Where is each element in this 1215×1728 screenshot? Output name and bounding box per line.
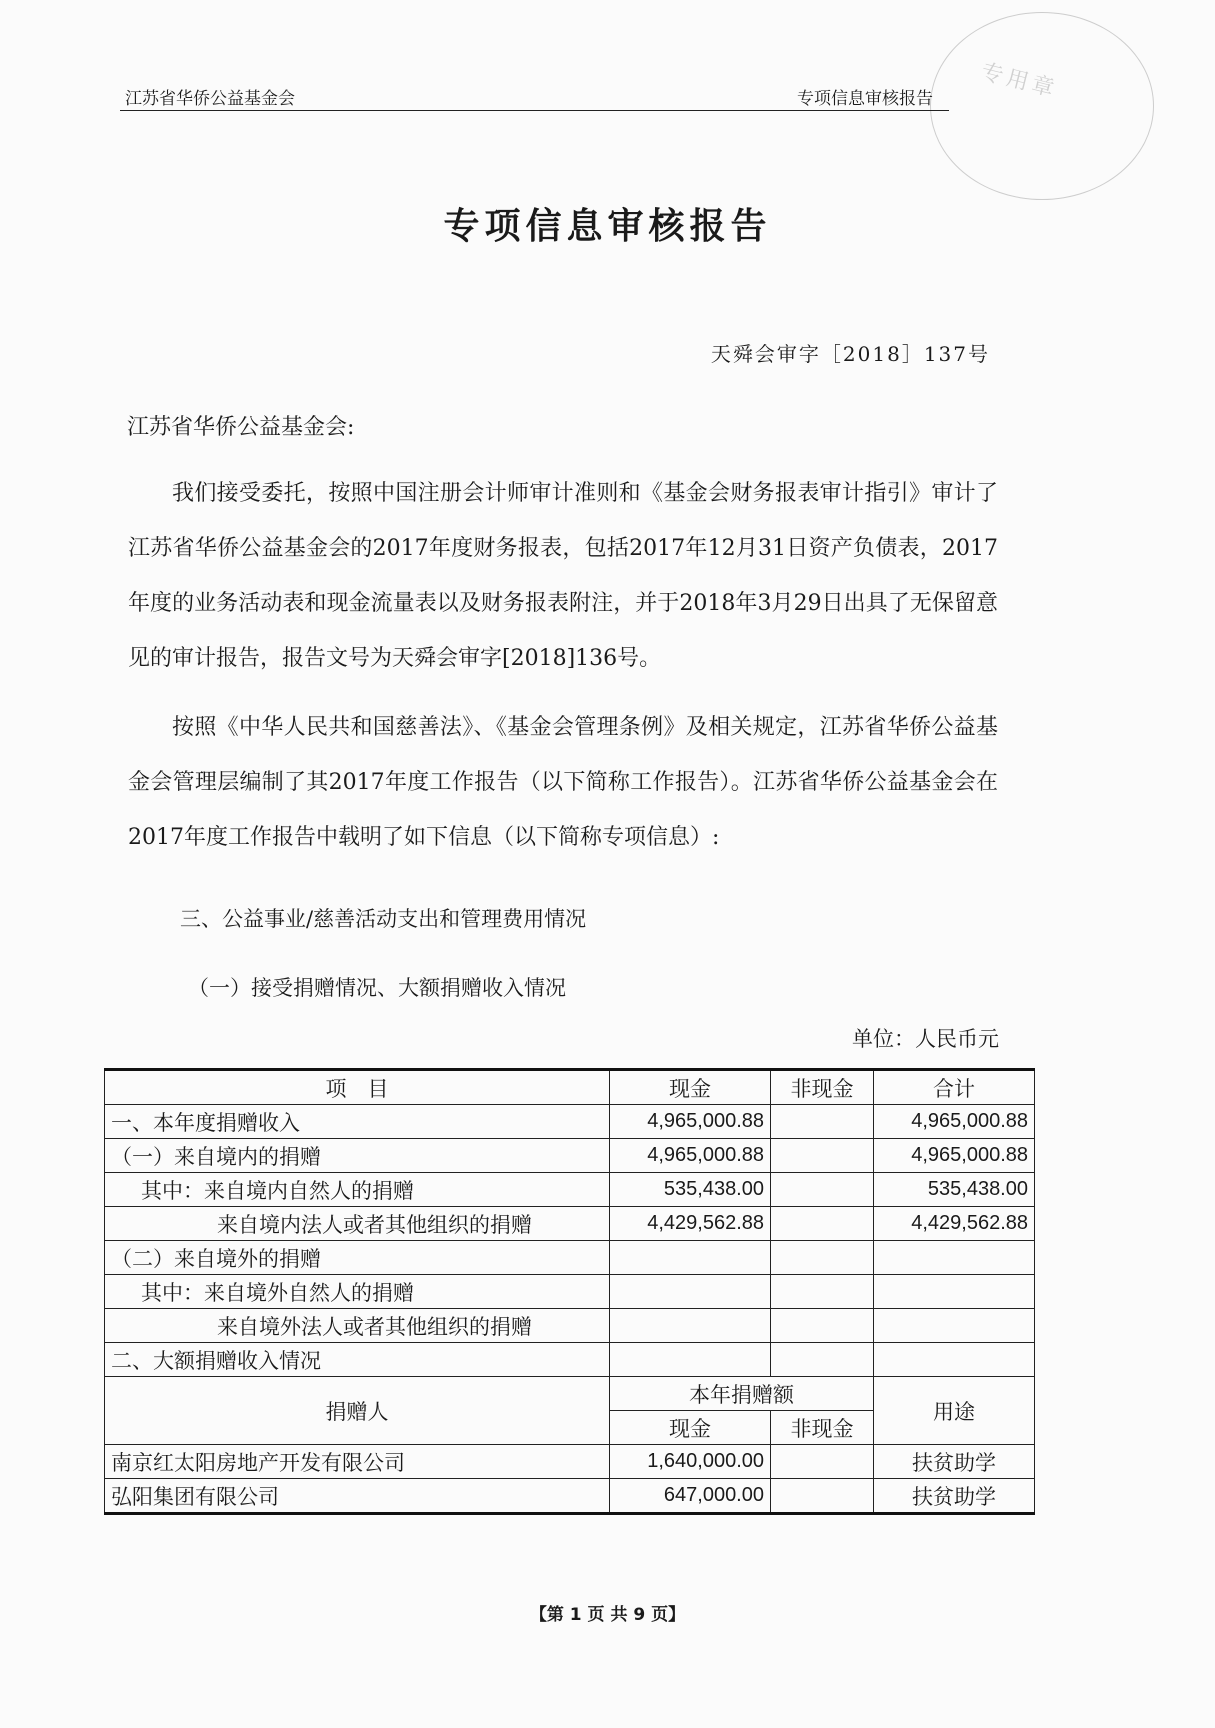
addressee: 江苏省华侨公益基金会: <box>127 415 355 440</box>
table-row <box>105 1241 1035 1275</box>
row-cash: 4,429,562.88 <box>610 1207 771 1241</box>
row-cash <box>610 1309 771 1343</box>
row-noncash <box>771 1139 874 1173</box>
row-label: 来自境内法人或者其他组织的捐赠 <box>105 1207 610 1241</box>
reference-number: 天舜会审字［2018］137号 <box>710 342 990 366</box>
official-seal <box>930 12 1154 200</box>
row-noncash <box>771 1173 874 1207</box>
row-cash <box>610 1241 771 1275</box>
page-number: 【第 1 页 共 9 页】 <box>529 1605 686 1625</box>
row-noncash <box>771 1241 874 1275</box>
table-row <box>105 1343 1035 1377</box>
header-use: 用途 <box>874 1377 1035 1445</box>
row-cash: 4,965,000.88 <box>610 1139 771 1173</box>
table-row <box>105 1479 1035 1514</box>
header-large-noncash: 非现金 <box>771 1411 874 1445</box>
table-row <box>105 1173 1035 1207</box>
donor-name: 南京红太阳房地产开发有限公司 <box>105 1445 610 1479</box>
row-label: （二）来自境外的捐赠 <box>105 1241 610 1275</box>
row-cash <box>610 1343 771 1377</box>
header-donor: 捐赠人 <box>105 1377 610 1445</box>
row-label: 来自境外法人或者其他组织的捐赠 <box>105 1309 610 1343</box>
header-divider <box>120 110 949 111</box>
row-label: 其中：来自境外自然人的捐赠 <box>105 1275 610 1309</box>
row-label: （一）来自境内的捐赠 <box>105 1139 610 1173</box>
row-cash: 4,965,000.88 <box>610 1105 771 1139</box>
row-total: 4,429,562.88 <box>874 1207 1035 1241</box>
row-total: 4,965,000.88 <box>874 1105 1035 1139</box>
paragraph-2: 按照《中华人民共和国慈善法》、《基金会管理条例》及相关规定，江苏省华侨公益基金会管理层编制了其2017年度工作报告（以下简称工作报告）。江苏省华侨公益基金会在2017年度工作报告中载明了如下信息（以下简称专项信息）: <box>128 715 998 850</box>
row-noncash <box>771 1343 874 1377</box>
header-annual-amount: 本年捐赠额 <box>610 1377 874 1411</box>
table-row <box>105 1139 1035 1173</box>
table-row <box>105 1105 1035 1139</box>
donor-cash: 647,000.00 <box>610 1479 771 1514</box>
donor-name: 弘阳集团有限公司 <box>105 1479 610 1514</box>
header-cash: 现金 <box>610 1070 771 1105</box>
row-total <box>874 1275 1035 1309</box>
donor-use: 扶贫助学 <box>874 1479 1035 1514</box>
row-label: 一、本年度捐赠收入 <box>105 1105 610 1139</box>
row-noncash <box>771 1275 874 1309</box>
row-label: 二、大额捐赠收入情况 <box>105 1343 610 1377</box>
paragraph-1: 我们接受委托，按照中国注册会计师审计准则和《基金会财务报表审计指引》审计了江苏省华侨公益基金会的2017年度财务报表，包括2017年12月31日资产负债表，2017年度的业务活动表和现金流量表以及财务报表附注，并于2018年3月29日出具了无保留意见的审计报告，报告文号为天舜会审字[2018]136号。 <box>128 481 998 671</box>
table-row <box>105 1275 1035 1309</box>
row-total: 535,438.00 <box>874 1173 1035 1207</box>
donation-table <box>104 1068 1035 1515</box>
page-title: 专项信息审核报告 <box>443 206 772 247</box>
header-large-cash: 现金 <box>610 1411 771 1445</box>
currency-unit: 单位：人民币元 <box>852 1027 999 1051</box>
seal-text: 专用章 <box>978 59 1061 103</box>
row-label: 其中：来自境内自然人的捐赠 <box>105 1173 610 1207</box>
row-total <box>874 1241 1035 1275</box>
large-donation-header-row <box>105 1377 1035 1411</box>
section-heading: 三、公益事业/慈善活动支出和管理费用情况 <box>180 907 587 931</box>
header-noncash: 非现金 <box>771 1070 874 1105</box>
table-row <box>105 1445 1035 1479</box>
header-total: 合计 <box>874 1070 1035 1105</box>
donor-noncash <box>771 1445 874 1479</box>
header-org: 江苏省华侨公益基金会 <box>125 89 295 109</box>
row-total <box>874 1343 1035 1377</box>
subsection-heading: （一）接受捐赠情况、大额捐赠收入情况 <box>188 976 566 1000</box>
donor-use: 扶贫助学 <box>874 1445 1035 1479</box>
row-total <box>874 1309 1035 1343</box>
header-report-type: 专项信息审核报告 <box>797 89 933 109</box>
table-row <box>105 1207 1035 1241</box>
table-row <box>105 1309 1035 1343</box>
row-total: 4,965,000.88 <box>874 1139 1035 1173</box>
row-noncash <box>771 1207 874 1241</box>
row-cash: 535,438.00 <box>610 1173 771 1207</box>
row-cash <box>610 1275 771 1309</box>
row-noncash <box>771 1309 874 1343</box>
table-header-row <box>105 1070 1035 1105</box>
header-item: 项 目 <box>105 1070 610 1105</box>
donor-noncash <box>771 1479 874 1514</box>
row-noncash <box>771 1105 874 1139</box>
donor-cash: 1,640,000.00 <box>610 1445 771 1479</box>
